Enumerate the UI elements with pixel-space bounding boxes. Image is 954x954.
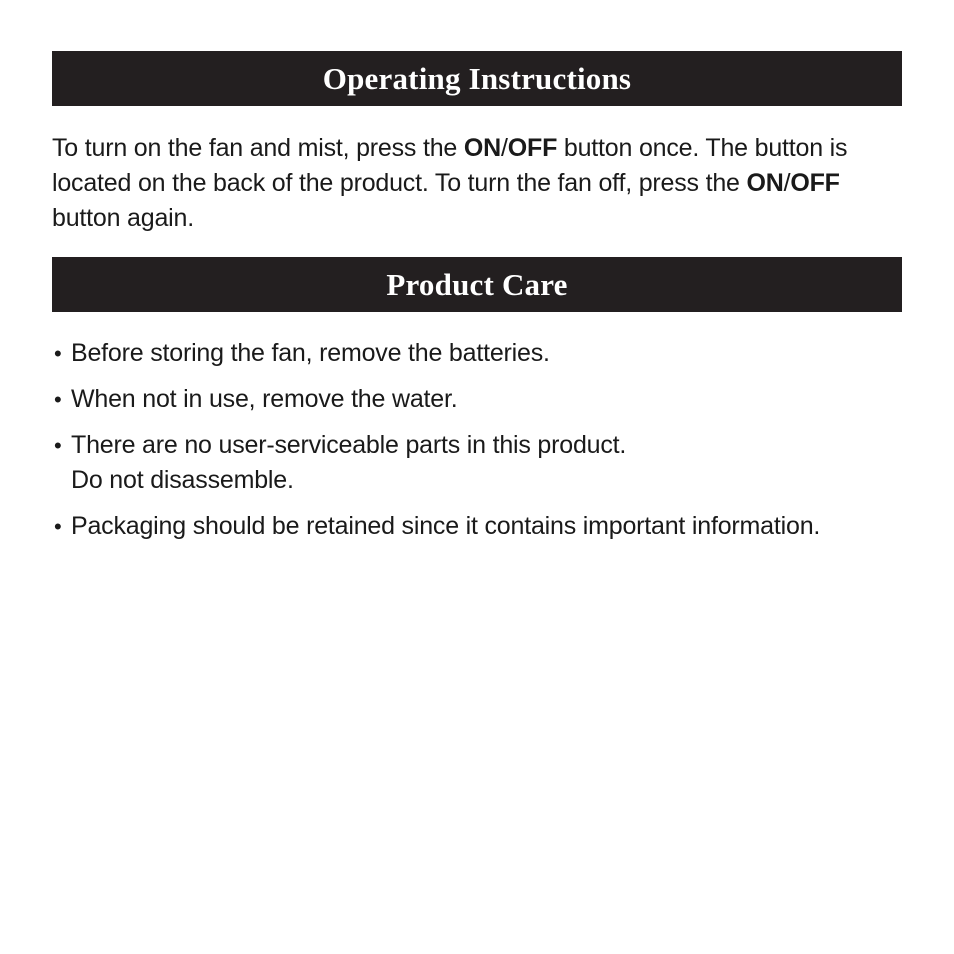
bullet-icon: • [54,387,62,412]
slash: / [501,134,508,162]
list-item [52,382,902,417]
operating-instructions-paragraph [52,131,902,236]
on-label: ON [463,134,501,162]
on-label: ON [746,169,784,197]
list-item [52,336,902,371]
paragraph-text: button again. [52,204,194,232]
section-title: Operating Instructions [322,60,632,96]
paragraph-text: To turn on the fan and mist, press the [52,134,464,162]
list-item-text: There are no user-serviceable parts in this product. [71,431,627,459]
list-item-text-continued: Do not disassemble. [71,466,294,494]
bullet-icon: • [54,514,62,539]
section-title: Product Care [386,266,568,302]
off-label: OFF [507,134,558,162]
list-item-text: Packaging should be retained since it contains important information. [71,512,821,540]
bullet-icon: • [54,433,62,458]
slash: / [783,169,791,197]
list-item-text: Before storing the fan, remove the batteries. [71,339,550,367]
bullet-icon: • [54,341,62,366]
list-item [52,509,902,544]
section-header-operating-instructions [52,51,902,106]
product-care-list [52,336,902,544]
off-label: OFF [790,169,840,197]
list-item-text: When not in use, remove the water. [71,385,458,413]
manual-page [52,51,902,555]
paragraph-text: button once. The button is located on the back of the product. To turn the fan off, press the [52,134,848,197]
list-item [52,428,902,498]
section-header-product-care [52,257,902,312]
